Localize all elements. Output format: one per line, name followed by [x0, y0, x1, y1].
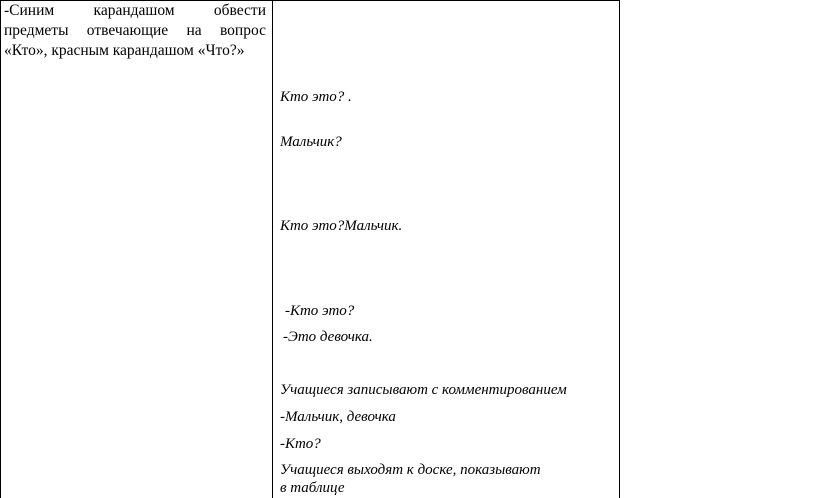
answer-line-2: Мальчик?: [280, 134, 342, 150]
answer-line-1: Кто это? .: [280, 89, 352, 105]
task-cell: [4, 1, 266, 61]
answer-line-10: в таблице: [280, 480, 345, 496]
answer-line-3: Кто это?Мальчик.: [280, 218, 403, 234]
task-line-2: предметы отвечающие на вопрос: [4, 22, 266, 39]
answer-line-4: -Кто это?: [285, 303, 355, 319]
answer-line-6: Учащиеся записывают с комментированием: [280, 382, 567, 398]
answer-line-5: -Это девочка.: [283, 329, 373, 345]
answer-line-8: -Кто?: [280, 436, 321, 452]
column-divider: [272, 0, 273, 498]
answer-line-7: -Мальчик, девочка: [280, 409, 396, 425]
task-line-1: -Синим карандашом обвести: [4, 2, 266, 19]
answer-line-9: Учащиеся выходят к доске, показывают: [280, 462, 541, 478]
task-line-3: «Кто», красным карандашом «Что?»: [4, 42, 245, 59]
